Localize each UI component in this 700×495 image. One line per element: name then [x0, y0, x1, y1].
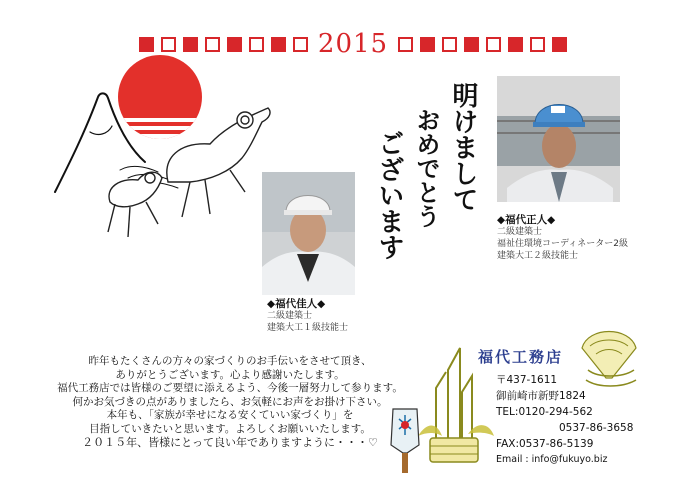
header-square-left-3: [183, 37, 198, 52]
header-square-right-7: [530, 37, 545, 52]
year-title: 2015: [317, 29, 389, 59]
header-square-right-6: [508, 37, 523, 52]
photo-fukuyo-yoshito: [262, 172, 355, 295]
header-square-left-1: [139, 37, 154, 52]
telephone-2: 0537-86-3658: [559, 422, 634, 434]
staff-qualification: 二級建築士: [497, 227, 543, 237]
greeting-message: [40, 355, 420, 450]
decorative-squares-right: [398, 37, 567, 52]
staff-name: ◆福代正人◆: [497, 214, 556, 226]
telephone-row: [496, 404, 633, 420]
fax-label: FAX:: [496, 438, 519, 450]
email-row: [496, 452, 633, 468]
postal-code: 〒437-1611: [496, 374, 558, 386]
company-address: 御前崎市新野1824: [496, 390, 586, 402]
worker-photo-icon: [497, 76, 620, 202]
header-square-left-6: [249, 37, 264, 52]
message-line: 目指していきたいと思います。よろしくお願いいたします。: [89, 422, 371, 435]
greeting-column-3: ございます: [374, 130, 404, 260]
email-address[interactable]: info@fukuyo.biz: [531, 454, 608, 465]
message-line: 何かお気づきの点がありましたら、お気軽にお声をお掛け下さい。: [72, 395, 388, 408]
header-square-right-2: [420, 37, 435, 52]
staff-qualification: 福祉住環境コーディネーター2級: [497, 239, 629, 249]
header-square-right-8: [552, 37, 567, 52]
header-square-left-8: [293, 37, 308, 52]
new-year-greeting: [358, 80, 498, 290]
message-line: 福代工務店では皆様のご要望に添えるよう、今後一層努力して参ります。: [57, 382, 403, 394]
fax-row: [496, 436, 633, 452]
header-square-right-5: [486, 37, 501, 52]
header-square-right-1: [398, 37, 413, 52]
staff-name: ◆福代佳人◆: [267, 298, 326, 310]
header-square-right-3: [442, 37, 457, 52]
tel-number: 0120-294-562: [518, 406, 593, 418]
staff-caption-yoshito: [267, 298, 397, 334]
fax-number: 0537-86-5139: [519, 438, 594, 450]
sun-icon: [110, 55, 220, 140]
message-line: 本年も、「家族が幸せになる安くていい家づくり」を: [106, 409, 354, 421]
photo-fukuyo-masato: [497, 76, 620, 202]
header-square-left-7: [271, 37, 286, 52]
message-line: ２０１５年、皆様にとって良い年でありますように・・・♡: [82, 436, 378, 449]
header-square-right-4: [464, 37, 479, 52]
staff-qualification: 二級建築士: [267, 311, 313, 321]
company-contact: [496, 372, 633, 468]
greeting-column-2: おめでとう: [412, 108, 441, 228]
staff-qualification: 建築大工１級技能士: [267, 323, 349, 333]
email-label: Email :: [496, 454, 532, 465]
tel-label: TEL:: [496, 406, 519, 418]
worker-photo-icon: [262, 172, 355, 295]
header-square-left-2: [161, 37, 176, 52]
header-square-left-4: [205, 37, 220, 52]
message-line: ありがとうございます。心より感謝いたします。: [115, 368, 345, 381]
company-name: 福代工務店: [478, 348, 564, 366]
new-year-illustration: [50, 52, 285, 257]
header-square-left-5: [227, 37, 242, 52]
hagoita-icon: [385, 405, 425, 475]
staff-caption-masato: [497, 214, 677, 262]
message-line: 昨年もたくさんの方々の家づくりのお手伝いをさせて頂き、: [88, 355, 372, 367]
greeting-column-1: 明けまして: [448, 82, 478, 212]
staff-qualification: 建築大工２級技能士: [497, 251, 579, 261]
decorative-squares-left: [139, 37, 308, 52]
